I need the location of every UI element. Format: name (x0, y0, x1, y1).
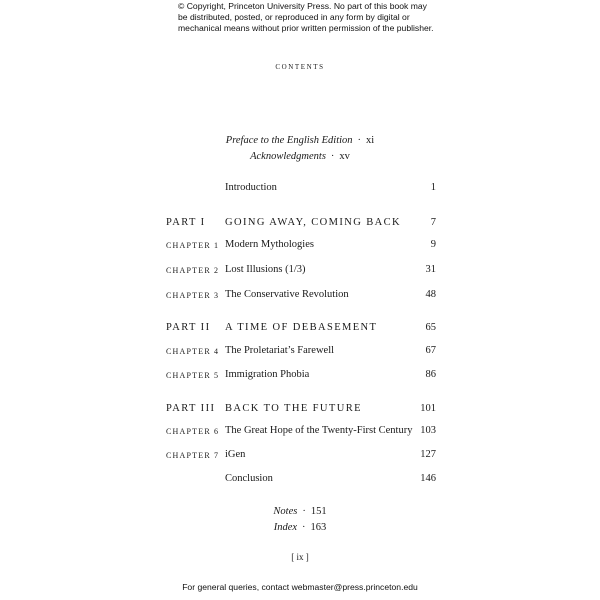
chapter-title: The Conservative Revolution (225, 289, 349, 300)
chapter-label: CHAPTER 5 (166, 371, 220, 380)
front-matter-page: xi (366, 135, 375, 146)
back-matter-index[interactable] (0, 522, 600, 533)
page-folio: [ ix ] (291, 552, 309, 562)
chapter-title: Immigration Phobia (225, 369, 310, 380)
toc-entry-page: 103 (420, 425, 436, 436)
front-matter-page: xv (339, 151, 350, 162)
toc-entry-page: 65 (425, 322, 436, 333)
toc-chapter-3[interactable] (166, 288, 436, 302)
chapter-label: CHAPTER 3 (166, 291, 220, 300)
toc-part-1[interactable] (166, 216, 436, 230)
toc-part-2[interactable] (166, 321, 436, 335)
toc-entry-page: 101 (420, 403, 436, 414)
toc-entry-page: 146 (420, 473, 436, 484)
toc-chapter-2[interactable] (166, 263, 436, 277)
chapter-label: CHAPTER 7 (166, 451, 220, 460)
toc-entry-title: Conclusion (225, 473, 273, 484)
toc-entry-page: 9 (430, 239, 436, 250)
part-title: BACK TO THE FUTURE (225, 403, 362, 414)
front-matter-title: Preface to the English Edition (225, 135, 353, 146)
chapter-label: CHAPTER 1 (166, 241, 220, 250)
toc-chapter-6[interactable] (166, 424, 436, 438)
part-label: PART III (166, 403, 216, 414)
footer-contact: For general queries, contact webmaster@press.princeton.edu (182, 582, 418, 592)
back-matter-page: 163 (310, 522, 327, 533)
chapter-title: Lost Illusions (1/3) (225, 264, 306, 275)
back-matter-page: 151 (310, 506, 327, 517)
part-title: GOING AWAY, COMING BACK (225, 217, 402, 228)
chapter-label: CHAPTER 4 (166, 347, 220, 356)
separator-dot: · (302, 522, 306, 533)
toc-entry-title: Introduction (225, 182, 277, 193)
separator-dot: · (302, 506, 306, 517)
toc-entry-page: 67 (425, 345, 436, 356)
toc-entry-page: 7 (430, 217, 436, 228)
toc-entry-page: 1 (430, 182, 436, 193)
back-matter-notes[interactable] (0, 506, 600, 517)
back-matter-title: Notes (273, 506, 298, 517)
toc-entry-page: 48 (425, 289, 436, 300)
front-matter-title: Acknowledgments (250, 151, 326, 162)
toc-entry-page: 86 (425, 369, 436, 380)
separator-dot: · (330, 151, 335, 162)
chapter-title: The Great Hope of the Twenty-First Century (225, 425, 413, 436)
chapter-label: CHAPTER 6 (166, 427, 220, 436)
contents-heading: contents (275, 62, 325, 72)
toc-entry-introduction[interactable] (166, 181, 436, 195)
toc-entry-page: 31 (425, 264, 436, 275)
separator-dot: · (357, 135, 362, 146)
front-matter-acknowledgments[interactable] (0, 151, 600, 162)
chapter-title: iGen (225, 449, 246, 460)
toc-chapter-4[interactable] (166, 344, 436, 358)
toc-entry-conclusion[interactable] (166, 472, 436, 486)
toc-entry-page: 127 (420, 449, 436, 460)
chapter-label: CHAPTER 2 (166, 266, 220, 275)
back-matter-title: Index (273, 522, 298, 533)
part-label: PART II (166, 322, 211, 333)
front-matter-preface[interactable] (0, 135, 600, 146)
copyright-notice: © Copyright, Princeton University Press. No part of this book may be distributed, posted, or reproduced in any form by digital or mechanical means without prior written permission of the publisher. (178, 1, 434, 33)
toc-chapter-5[interactable] (166, 368, 436, 382)
toc-part-3[interactable] (166, 402, 436, 416)
part-label: PART I (166, 217, 206, 228)
toc-chapter-7[interactable] (166, 448, 436, 462)
chapter-title: Modern Mythologies (225, 239, 314, 250)
part-title: A TIME OF DEBASEMENT (225, 322, 378, 333)
chapter-title: The Proletariat’s Farewell (225, 345, 335, 356)
toc-chapter-1[interactable] (166, 238, 436, 252)
